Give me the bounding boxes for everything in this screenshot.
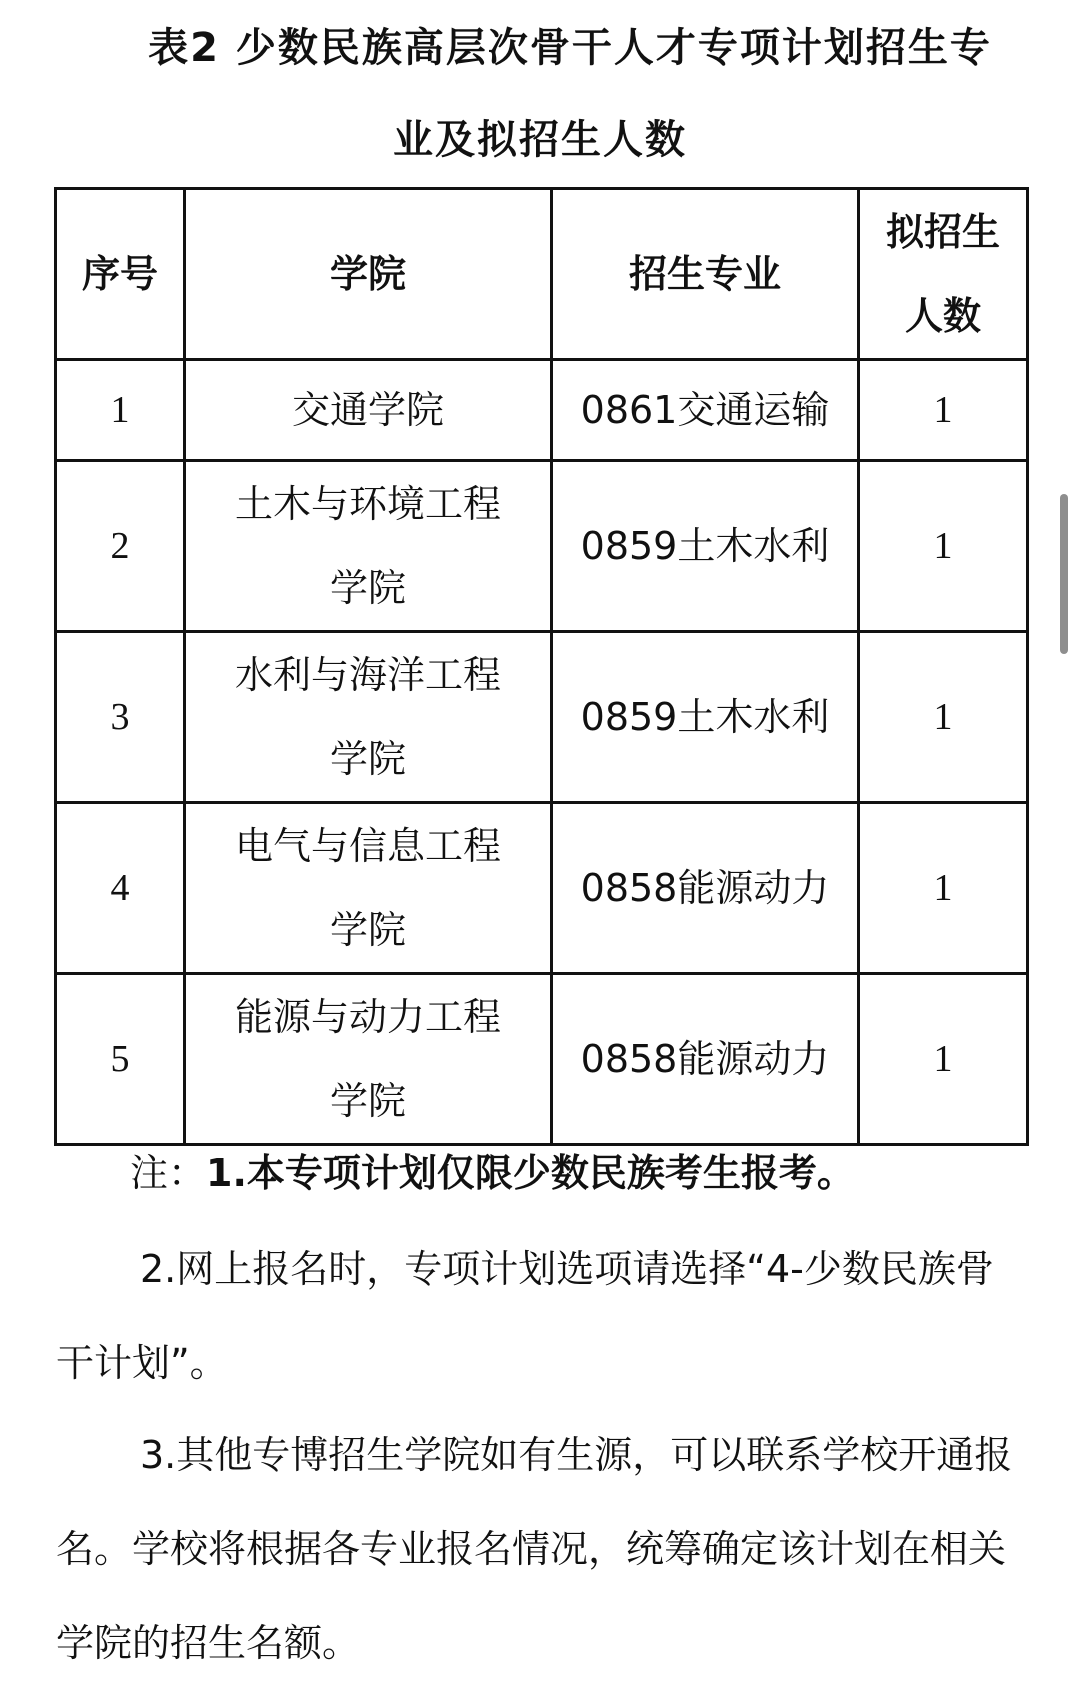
table-row bbox=[56, 461, 1028, 632]
cell-count: 1 bbox=[859, 461, 1028, 632]
cell-college: 土木与环境工程学院 bbox=[185, 461, 552, 632]
header-count-label: 拟招生人数 bbox=[885, 210, 1000, 338]
enrollment-table bbox=[54, 187, 1029, 1146]
header-college: 学院 bbox=[185, 189, 552, 360]
note-1-text: 1.本专项计划仅限少数民族考生报考。 bbox=[206, 1151, 855, 1195]
cell-no: 5 bbox=[56, 974, 185, 1145]
header-count bbox=[859, 189, 1028, 360]
table-header-row bbox=[56, 189, 1028, 360]
cell-college: 交通学院 bbox=[185, 360, 552, 461]
table-row bbox=[56, 632, 1028, 803]
cell-college: 水利与海洋工程学院 bbox=[185, 632, 552, 803]
table-row bbox=[56, 360, 1028, 461]
cell-college: 电气与信息工程学院 bbox=[185, 803, 552, 974]
table-title-line-2: 业及拟招生人数 bbox=[393, 117, 687, 163]
note-lead: 注： bbox=[130, 1151, 207, 1195]
header-major: 招生专业 bbox=[552, 189, 859, 360]
cell-count: 1 bbox=[859, 974, 1028, 1145]
cell-count: 1 bbox=[859, 803, 1028, 974]
cell-college: 能源与动力工程学院 bbox=[185, 974, 552, 1145]
cell-major: 0861交通运输 bbox=[552, 360, 859, 461]
cell-no: 2 bbox=[56, 461, 185, 632]
header-no: 序号 bbox=[56, 189, 185, 360]
note-1 bbox=[56, 1126, 1016, 1220]
table-row bbox=[56, 803, 1028, 974]
cell-no: 4 bbox=[56, 803, 185, 974]
cell-major: 0858能源动力 bbox=[552, 974, 859, 1145]
cell-major: 0859土木水利 bbox=[552, 461, 859, 632]
table-row bbox=[56, 974, 1028, 1145]
cell-count: 1 bbox=[859, 632, 1028, 803]
cell-major: 0859土木水利 bbox=[552, 632, 859, 803]
cell-no: 3 bbox=[56, 632, 185, 803]
table-title-line-1: 表2 少数民族高层次骨干人才专项计划招生专 bbox=[148, 25, 992, 71]
cell-no: 1 bbox=[56, 360, 185, 461]
cell-major: 0858能源动力 bbox=[552, 803, 859, 974]
cell-count: 1 bbox=[859, 360, 1028, 461]
note-3: 3.其他专博招生学院如有生源，可以联系学校开通报名。学校将根据各专业报名情况，统筹确定该计划在相关学院的招生名额。 bbox=[56, 1433, 1013, 1665]
note-2: 2.网上报名时，专项计划选项请选择“4-少数民族骨干计划”。 bbox=[56, 1247, 994, 1385]
scrollbar-thumb[interactable] bbox=[1060, 494, 1068, 654]
